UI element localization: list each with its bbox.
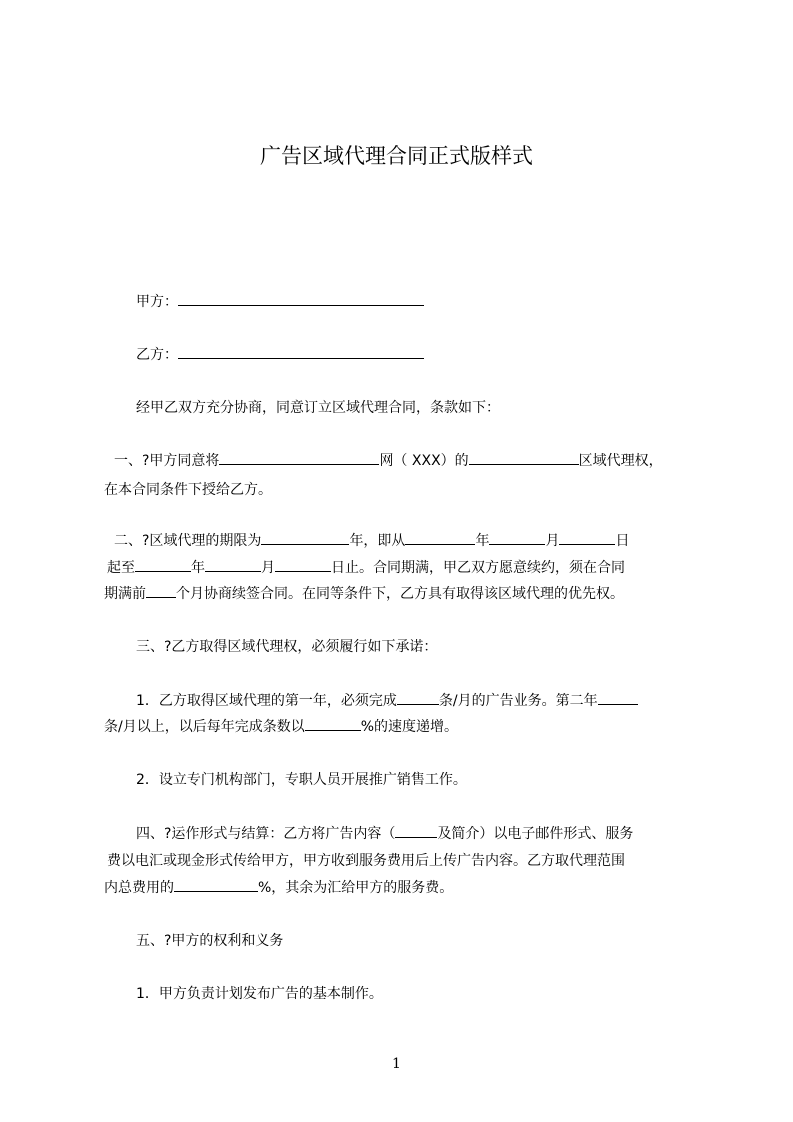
clause-4-line-1 xyxy=(136,822,732,846)
clause-2-text-f: 起至 xyxy=(107,560,135,576)
clause-2-line-1 xyxy=(114,529,710,553)
clause-1-text-c: 区域代理权， xyxy=(578,453,663,469)
clause-2-blank-end-year xyxy=(135,557,191,572)
clause-3-item-1-text-d: %的速度递增。 xyxy=(360,719,459,735)
clause-1-blank-1 xyxy=(219,450,379,465)
page-number: 1 xyxy=(392,1056,401,1072)
clause-3-item-1-text-a: 1．乙方取得区域代理的第一年，必须完成 xyxy=(136,693,397,709)
clause-2-text-d: 月 xyxy=(545,533,560,549)
clause-2-text-b: 年，即从 xyxy=(349,533,406,549)
party-b-line xyxy=(136,343,732,367)
clause-3-item-1-line-1 xyxy=(136,689,732,713)
clause-2-text-h: 月 xyxy=(261,560,275,576)
clause-1-text-b: 网（ XXX）的 xyxy=(379,453,469,469)
clause-4-line-2: 费以电汇或现金形式传给甲方，甲方收到服务费用后上传广告内容。乙方取代理范围 xyxy=(107,853,625,869)
clause-2-blank-end-day xyxy=(275,557,331,572)
clause-5-heading: 五、?甲方的权利和义务 xyxy=(136,933,284,949)
clause-2-text-a: 二、?区域代理的期限为 xyxy=(114,533,262,549)
clause-2-blank-start-day xyxy=(559,530,615,545)
clause-4-line-3 xyxy=(104,876,700,900)
clause-3-heading: 三、?乙方取得区域代理权，必须履行如下承诺： xyxy=(136,639,438,655)
clause-3-blank-second-year xyxy=(598,690,638,705)
party-a-label: 甲方： xyxy=(136,294,178,310)
clause-2-text-i: 日止。合同期满，甲乙双方愿意续约，须在合同 xyxy=(331,560,625,576)
clause-3-item-1-text-b: 条/月的广告业务。第二年 xyxy=(438,693,598,709)
party-b-blank xyxy=(178,344,424,359)
clause-1-blank-2 xyxy=(469,450,579,465)
clause-4-text-c: 内总费用的 xyxy=(104,880,174,896)
clause-2-blank-start-year xyxy=(405,530,475,545)
clause-2-blank-years xyxy=(261,530,349,545)
clause-1-line-1 xyxy=(114,449,710,473)
clause-4-blank-content xyxy=(395,823,437,838)
clause-2-text-e: 日 xyxy=(615,533,630,549)
clause-2-text-j: 期满前 xyxy=(104,586,146,602)
clause-2-text-g: 年 xyxy=(191,560,205,576)
clause-4-text-d: %，其余为汇给甲方的服务费。 xyxy=(258,880,454,896)
clause-3-item-1-text-c: 条/月以上，以后每年完成条数以 xyxy=(104,719,305,735)
document-title: 广告区域代理合同正式版样式 xyxy=(260,144,533,168)
clause-4-blank-percent xyxy=(174,877,258,892)
clause-5-item-1: 1．甲方负责计划发布广告的基本制作。 xyxy=(136,986,383,1002)
party-b-label: 乙方： xyxy=(136,347,178,363)
clause-2-blank-months xyxy=(146,583,176,598)
clause-4-text-b: 及简介）以电子邮件形式、服务 xyxy=(437,826,634,842)
clause-1-line-2: 在本合同条件下授给乙方。 xyxy=(104,482,272,498)
clause-2-line-3 xyxy=(104,582,700,606)
party-a-line xyxy=(136,290,732,314)
clause-1-text-a: 一、?甲方同意将 xyxy=(114,453,220,469)
clause-3-blank-first-year xyxy=(397,690,439,705)
clause-2-line-2 xyxy=(107,556,703,580)
clause-2-text-k: 个月协商续签合同。在同等条件下，乙方具有取得该区域代理的优先权。 xyxy=(176,586,624,602)
clause-3-item-2: 2．设立专门机构部门，专职人员开展推广销售工作。 xyxy=(136,772,467,788)
clause-2-blank-start-month xyxy=(489,530,545,545)
clause-4-text-a: 四、?运作形式与结算：乙方将广告内容（ xyxy=(136,826,396,842)
clause-2-text-c: 年 xyxy=(475,533,490,549)
clause-2-blank-end-month xyxy=(205,557,261,572)
intro-paragraph: 经甲乙双方充分协商，同意订立区域代理合同，条款如下： xyxy=(136,400,500,416)
clause-3-item-1-line-2 xyxy=(104,715,700,739)
clause-3-blank-growth xyxy=(305,716,361,731)
party-a-blank xyxy=(178,291,424,306)
